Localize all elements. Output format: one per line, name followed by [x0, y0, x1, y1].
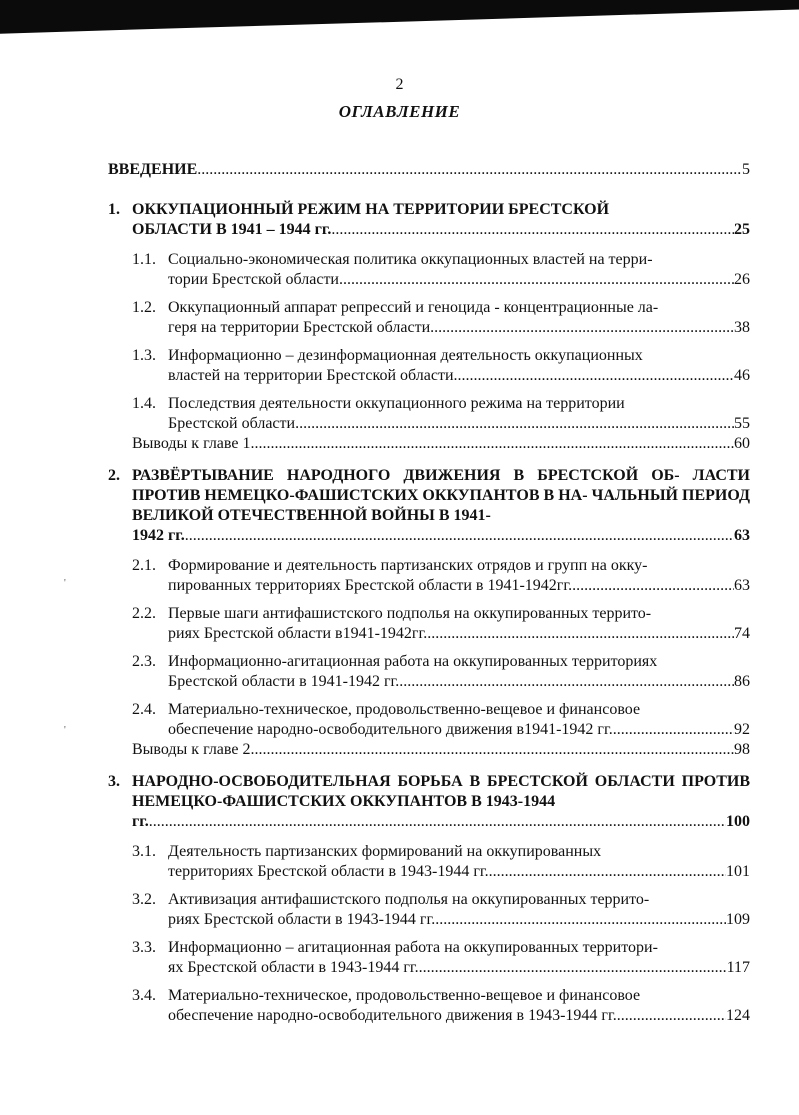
subsection-page: 55: [734, 415, 750, 432]
subsection-page: 109: [726, 911, 750, 928]
toc-subsection[interactable]: [108, 652, 750, 692]
leader-dots: [419, 958, 727, 978]
toc-intro-label: ВВЕДЕНИЕ: [108, 161, 198, 178]
toc-subsection[interactable]: [108, 346, 750, 386]
subsection-title-end: риях Брестской области в1941-1942гг.: [168, 625, 428, 642]
toc-subsection[interactable]: [108, 890, 750, 930]
conclusions-page: 98: [734, 741, 750, 758]
chapter-number: 2.: [108, 467, 120, 484]
subsection-title: Социально-экономическая политика оккупационных властей на терри-: [168, 251, 653, 268]
subsection-title: Последствия деятельности оккупационного режима на территории: [168, 395, 625, 412]
subsection-title: Оккупационный аппарат репрессий и геноцида - концентрационные ла-: [168, 299, 659, 316]
chapter-number: 1.: [108, 201, 120, 218]
subsection-page: 63: [734, 577, 750, 594]
toc-intro-page: 5: [742, 161, 750, 178]
chapter-number: 3.: [108, 773, 120, 790]
toc-subsection[interactable]: [108, 250, 750, 290]
toc-chapter[interactable]: [108, 200, 750, 240]
chapter-title: РАЗВЁРТЫВАНИЕ НАРОДНОГО ДВИЖЕНИЯ В БРЕСТСКОЙ ОБ- ЛАСТИ ПРОТИВ НЕМЕЦКО-ФАШИСТСКИХ ОККУПАНТОВ В НА- ЧАЛЬНЫЙ ПЕРИОД ВЕЛИКОЙ ОТЕЧЕСТВЕННОЙ ВОЙНЫ В 1941-: [132, 467, 750, 524]
leader-dots: [331, 220, 734, 240]
subsection-title: Информационно-агитационная работа на оккупированных территориях: [168, 653, 658, 670]
subsection-title-end: обеспечение народно-освободительного движения в1941-1942 гг.: [168, 721, 613, 738]
toc-subsection[interactable]: [108, 604, 750, 644]
subsection-number: 1.2.: [132, 299, 156, 316]
subsection-page: 117: [726, 959, 750, 976]
subsection-page: 46: [734, 367, 750, 384]
subsection-page: 124: [726, 1007, 750, 1024]
leader-dots: [399, 672, 734, 692]
chapter-title-end: гг.: [132, 813, 149, 830]
subsection-number: 2.4.: [132, 701, 156, 718]
subsection-title-end: пированных территориях Брестской области в 1941-1942гг.: [168, 577, 573, 594]
toc-chapter[interactable]: [108, 772, 750, 832]
leader-dots: [197, 160, 742, 180]
page-number: 2: [395, 76, 404, 93]
chapter-page: 63: [734, 527, 750, 544]
subsection-title-end: Брестской области: [168, 415, 296, 432]
subsection-number: 2.2.: [132, 605, 156, 622]
toc-subsection[interactable]: [108, 700, 750, 740]
toc-intro[interactable]: [108, 160, 750, 180]
toc-subsection[interactable]: [108, 938, 750, 978]
subsection-title: Первые шаги антифашистского подполья на оккупированных террито-: [168, 605, 652, 622]
subsection-title-end: геря на территории Брестской области: [168, 319, 431, 336]
subsection-title-end: Брестской области в 1941-1942 гг.: [168, 673, 400, 690]
chapter-title-end: 1942 гг.: [132, 527, 185, 544]
chapter-title: НАРОДНО-ОСВОБОДИТЕЛЬНАЯ БОРЬБА В БРЕСТСКОЙ ОБЛАСТИ ПРОТИВ НЕМЕЦКО-ФАШИСТСКИХ ОККУПАНТОВ В 1943-1944: [132, 773, 750, 810]
subsection-title: Информационно – агитационная работа на оккупированных территори-: [168, 939, 658, 956]
subsection-page: 26: [734, 271, 750, 288]
subsection-title: Формирование и деятельность партизанских отрядов и групп на окку-: [168, 557, 648, 574]
subsection-title: Информационно – дезинформационная деятельность оккупационных: [168, 347, 643, 364]
subsection-title: Активизация антифашистского подполья на оккупированных террито-: [168, 891, 650, 908]
subsection-number: 2.3.: [132, 653, 156, 670]
subsection-number: 3.3.: [132, 939, 156, 956]
table-of-contents: [108, 160, 750, 1034]
subsection-page: 101: [726, 863, 750, 880]
toc-chapter[interactable]: [108, 466, 750, 546]
chapter-page: 100: [726, 813, 750, 830]
toc-subsection[interactable]: [108, 556, 750, 596]
leader-dots: [427, 624, 734, 644]
toc-conclusions[interactable]: [108, 740, 750, 760]
subsection-number: 3.2.: [132, 891, 156, 908]
subsection-number: 2.1.: [132, 557, 156, 574]
subsection-title: Материально-техническое, продовольственно-вещевое и финансовое: [168, 701, 641, 718]
subsection-page: 38: [734, 319, 750, 336]
leader-dots: [435, 910, 726, 930]
subsection-title-end: риях Брестской области в 1943-1944 гг.: [168, 911, 436, 928]
leader-dots: [149, 812, 726, 832]
chapter-title: ОККУПАЦИОННЫЙ РЕЖИМ НА ТЕРРИТОРИИ БРЕСТСКОЙ: [132, 201, 610, 218]
subsection-title-end: территориях Брестской области в 1943-1944 гг.: [168, 863, 489, 880]
toc-conclusions[interactable]: [108, 434, 750, 454]
leader-dots: [613, 720, 734, 740]
subsection-number: 1.3.: [132, 347, 156, 364]
leader-dots: [185, 526, 734, 546]
subsection-page: 74: [734, 625, 750, 642]
subsection-title: Деятельность партизанских формирований на оккупированных: [168, 843, 602, 860]
chapter-title-end: ОБЛАСТИ В 1941 – 1944 гг.: [132, 221, 332, 238]
conclusions-label: Выводы к главе 2: [132, 741, 251, 758]
subsection-number: 1.4.: [132, 395, 156, 412]
scan-speck: ': [64, 578, 66, 589]
leader-dots: [454, 366, 735, 386]
subsection-title-end: обеспечение народно-освободительного движения в 1943-1944 гг.: [168, 1007, 617, 1024]
subsection-number: 3.1.: [132, 843, 156, 860]
chapter-page: 25: [734, 221, 750, 238]
leader-dots: [295, 414, 734, 434]
subsection-page: 92: [734, 721, 750, 738]
conclusions-page: 60: [734, 435, 750, 452]
leader-dots: [617, 1006, 726, 1026]
subsection-number: 1.1.: [132, 251, 156, 268]
leader-dots: [339, 270, 734, 290]
scan-speck: ': [64, 725, 66, 736]
subsection-title-end: ях Брестской области в 1943-1944 гг.: [168, 959, 419, 976]
leader-dots: [572, 576, 734, 596]
subsection-title-end: властей на территории Брестской области: [168, 367, 454, 384]
leader-dots: [250, 740, 734, 760]
leader-dots: [489, 862, 726, 882]
toc-subsection[interactable]: [108, 986, 750, 1026]
subsection-title-end: тории Брестской области: [168, 271, 339, 288]
leader-dots: [250, 434, 734, 454]
leader-dots: [430, 318, 734, 338]
subsection-number: 3.4.: [132, 987, 156, 1004]
scan-edge-shadow: [0, 0, 799, 34]
conclusions-label: Выводы к главе 1: [132, 435, 251, 452]
subsection-title: Материально-техническое, продовольственно-вещевое и финансовое: [168, 987, 641, 1004]
page-title: ОГЛАВЛЕНИЕ: [338, 102, 461, 121]
toc-subsection[interactable]: [108, 842, 750, 882]
toc-subsection[interactable]: [108, 394, 750, 434]
subsection-page: 86: [734, 673, 750, 690]
toc-subsection[interactable]: [108, 298, 750, 338]
